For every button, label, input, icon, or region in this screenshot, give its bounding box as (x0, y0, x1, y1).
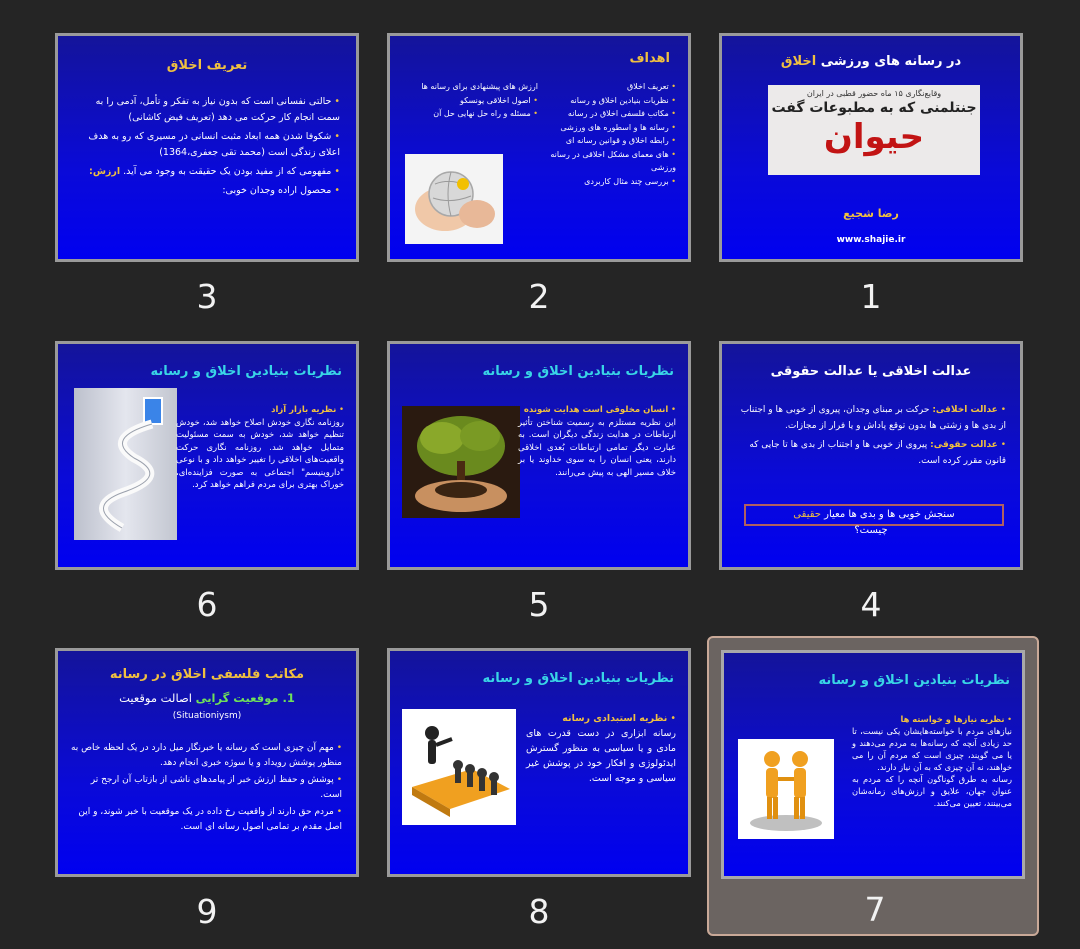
list-item: های معمای مشکل اخلاقی در رسانه ورزشی (550, 149, 676, 172)
slide-number: 3 (196, 277, 218, 316)
box-tail: چیست؟ (854, 525, 888, 536)
slide-2-preview[interactable] (387, 33, 691, 262)
slide-2-right-list: • تعریف اخلاق • نظریات بنیادین اخلاق و رسانه • مکاتب فلسفی اخلاق در رسانه • رسانه ها و اسطوره های ورزشی • رابطه اخلاق و قوانین رسانه ای • های معمای مشکل اخلاقی در رسانه ورزشی • بررسی چند مثال کاربردی (550, 82, 676, 186)
leader-figures-image (402, 709, 516, 825)
globe-in-hands-image (405, 154, 503, 244)
slide-9-preview[interactable] (55, 648, 359, 877)
slide-8-subtitle: نظریه استبدادی رسانه (562, 713, 668, 724)
list-item: مردم حق دارند از واقعیت رخ داده در یک موقعیت با خبر شوند، و این اصل مقدم بر تمامی اصول رسانه ای است. (78, 807, 342, 832)
list-item: مفهومی که از مفید بودن یک حقیقت به وجود می آید. (123, 166, 332, 177)
paragraph: حرکت بر مبنای وجدان، پیروی از خوبی ها و اجتناب از بدی ها و زشتی ها بدون توقع پاداش و یا فرار از مجازات. (740, 405, 1006, 431)
slide-thumbnail-3[interactable] (41, 33, 373, 333)
slide-thumbnail-6[interactable] (41, 341, 373, 641)
slide-4-title: عدالت اخلاقی یا عدالت حقوقی (770, 364, 972, 379)
slide-7-preview[interactable] (721, 650, 1025, 879)
slide-7-title: نظریات بنیادین اخلاق و رسانه (818, 673, 1010, 688)
slide-number: 6 (196, 585, 218, 624)
list-item: محصول اراده وجدان خوبی: (222, 185, 332, 196)
list-item: رابطه اخلاق و قوانین رسانه ای (565, 136, 669, 145)
slide-thumbnail-5[interactable] (373, 341, 705, 641)
highlight-term: ارزش: (89, 166, 121, 177)
slide-thumbnail-9[interactable] (41, 648, 373, 948)
slide-number: 9 (196, 892, 218, 931)
slide-7-body: • نظریه نیازها و خواسته ها نیازهای مردم با خواسته‌هایشان یکی نیست، تا حد زیادی آنچه که رسانه‌ها به مردم می‌دهند و یا می گویند، چیزی است که مردم آن را می خواهند، نه آن چیزی که به آن نیاز دارند. رسانه به طرق گوناگون آنچه را که مردم به عنوان جهان، علایق و ارزش‌های زمانه‌شان می‌بینند، تعیین می‌کنند. (852, 714, 1012, 808)
list-item: رسانه ها و اسطوره های ورزشی (560, 122, 669, 132)
slide-number: 8 (528, 892, 550, 931)
slide-4-body: • عدالت اخلاقی: حرکت بر مبنای وجدان، پیروی از خوبی ها و اجتناب از بدی ها و زشتی ها بدون توقع پاداش و یا فرار از مجازات. • عدالت حقوقی: پیروی از خوبی ها و اجتناب از بدی ها تا جایی که قانون مقرر کرده است. (740, 405, 1006, 466)
list-item: نظریات بنیادین اخلاق و رسانه (570, 95, 669, 105)
slide-5-title: نظریات بنیادین اخلاق و رسانه (482, 364, 674, 379)
slide-number: 1 (860, 277, 882, 316)
slide-3-body: • حالتی نفسانی است که بدون نیاز به تفکر و تأمل، آدمی را به سمت انجام کار حرکت می دهد (تعریف فیض کاشانی) • شکوفا شدن همه ابعاد مثبت انسانی در مسیری که رو به هدف اعلای زندگی است (محمد تقی جعفری،1364) • مفهومی که از مفید بودن یک حقیقت به وجود می آید. ارزش: • محصول اراده وجدان خوبی: (88, 96, 340, 196)
slide-thumbnail-2[interactable] (373, 33, 705, 333)
slide-1-title (722, 54, 1020, 69)
paragraph: پیروی از خوبی ها و اجتناب از بدی ها تا جایی که قانون مقرر کرده است. (749, 440, 1006, 466)
tree-in-hands-image (402, 406, 520, 518)
slide-thumbnail-4[interactable] (705, 341, 1037, 641)
slide-7-text-1: نیازهای مردم با خواسته‌هایشان یکی نیست، تا حد زیادی آنچه که رسانه‌ها به مردم می‌دهند و یا می گویند، چیزی است که مردم آن را می خواهند، نه آن چیزی که به آن نیاز دارند. (852, 726, 1012, 772)
headline-mid: جنتلمنی که به مطبوعات گفت (771, 100, 977, 116)
slide-3-preview[interactable] (55, 33, 359, 262)
subheading-latin: (Situationiysm) (172, 711, 242, 721)
slide-6-subtitle: نظریه بازار آزاد (271, 405, 337, 415)
slide-7-subtitle: نظریه نیازها و خواسته ها (900, 714, 1005, 724)
label-moral-justice: عدالت اخلاقی: (932, 405, 998, 415)
slide-number: 2 (528, 277, 550, 316)
subheading-white: اصالت موقعیت (119, 691, 192, 705)
spiral-staircase-image (74, 388, 177, 540)
slide-2-left-list: ارزش های پیشنهادی برای رسانه ها • اصول اخلاقی یونسکو • مسئله و راه حل نهایی حل آن (421, 82, 538, 118)
slide-9-title: مکاتب فلسفی اخلاق در رسانه (109, 667, 305, 682)
slide-number: 5 (528, 585, 550, 624)
list-item: تعریف اخلاق (627, 82, 669, 91)
list-item: پوشش و حفظ ارزش خبر از پیامدهای ناشی از بازتاب آن ارجح تر است. (90, 775, 342, 800)
slide-4-preview[interactable] (719, 341, 1023, 570)
slide-1-url: www.shajie.ir (836, 235, 906, 245)
newspaper-headline-image (768, 85, 980, 175)
slide-6-title: نظریات بنیادین اخلاق و رسانه (150, 364, 342, 379)
box-highlight: حقیقی (793, 509, 821, 520)
slide-number: 7 (864, 890, 886, 929)
list-item: مسئله و راه حل نهایی حل آن (433, 109, 531, 118)
list-item: اصول اخلاقی یونسکو (459, 95, 531, 105)
slide-6-preview[interactable] (55, 341, 359, 570)
slide-1-author: رضا شجیع (843, 207, 899, 220)
slide-thumbnail-8[interactable] (373, 648, 705, 948)
list-item: شکوفا شدن همه ابعاد مثبت انسانی در مسیری که رو به هدف اعلای زندگی است (محمد تقی جعفری،1364) (88, 131, 340, 158)
headline-big: حیوان (823, 117, 925, 157)
list-item: مکاتب فلسفی اخلاق در رسانه (567, 109, 669, 118)
slide-8-preview[interactable] (387, 648, 691, 877)
slide-8-title: نظریات بنیادین اخلاق و رسانه (482, 671, 674, 686)
slide-1-preview[interactable] (719, 33, 1023, 262)
slide-5-body: • انسان مخلوقی است هدایت شونده این نظریه مستلزم به رسمیت شناختن تأثیر ارتباطات در هدایت زندگی دیگران است. به عبارت دیگر تمامی ارتباطات بُعدی اخلاقی دارند، یعنی انسان را به سوی خداوند یا بر خلاف مسیر الهی به پیش می‌رانند. (518, 405, 676, 478)
slide-7-text-2: رسانه به طرق گوناگون آنچه را که مردم به عنوان جهان، علایق و ارزش‌های زمانه‌شان می‌بینند، تعیین می‌کنند. (852, 774, 1012, 808)
title-highlight: اخلاق (780, 54, 817, 69)
slide-8-body: • نظریه استبدادی رسانه رسانه ابزاری در دست قدرت های مادی و یا سیاسی به منظور گسترش ایدئولوژی و افکار خود در پوشش غیر سیاسی و موجه است. (526, 713, 676, 784)
question-box (744, 504, 1004, 526)
headline-top: وقایع‌نگاری ۱۵ ماه حضور قطبی در ایران (806, 89, 942, 98)
list-item: حالتی نفسانی است که بدون نیاز به تفکر و تأمل، آدمی را به سمت انجام کار حرکت می دهد (تعریف فیض کاشانی) (95, 96, 340, 123)
label-legal-justice: عدالت حقوقی: (930, 440, 998, 450)
slide-5-subtitle: انسان مخلوقی است هدایت شونده (523, 405, 669, 415)
box-text: سنجش خوبی ها و بدی ها معیار (824, 509, 955, 520)
slide-thumbnail-7-selected[interactable] (707, 636, 1039, 936)
slide-5-text: این نظریه مستلزم به رسمیت شناختن تأثیر ارتباطات در هدایت زندگی دیگران است. به عبارت دیگر تمامی ارتباطات بُعدی اخلاقی دارند، یعنی انسان را به سوی خداوند یا بر خلاف مسیر الهی به پیش می‌رانند. (518, 417, 676, 478)
slide-5-preview[interactable] (387, 341, 691, 570)
slide-thumbnail-1[interactable] (705, 33, 1037, 333)
subheading-green: 1. موقعیت گرایی (195, 691, 295, 705)
slide-2-title: اهداف (629, 51, 670, 66)
slide-9-body: • مهم آن چیزی است که رسانه یا خبرنگار میل دارد در یک لحظه خاص به منظور پوشش رویداد و یا سوژه خبری انجام دهد. • پوشش و حفظ ارزش خبر از پیامدهای ناشی از بازتاب آن ارجح تر است. • مردم حق دارند از واقعیت رخ داده در یک موقعیت با خبر شوند، و این اصل مقدم بر تمامی اصول رسانه ای است. (70, 743, 342, 832)
list-item: مهم آن چیزی است که رسانه یا خبرنگار میل دارد در یک لحظه خاص به منظور پوشش رویداد و یا سوژه خبری انجام دهد. (70, 743, 342, 768)
title-prefix: در رسانه های ورزشی (820, 54, 962, 69)
handshake-figures-image (738, 739, 834, 839)
list-item: بررسی چند مثال کاربردی (584, 176, 669, 186)
slide-9-subheading (58, 691, 356, 705)
slide-8-text: رسانه ابزاری در دست قدرت های مادی و یا سیاسی به منظور گسترش ایدئولوژی و افکار خود در پوشش غیر سیاسی و موجه است. (526, 728, 676, 784)
slide-3-title: تعریف اخلاق (166, 58, 248, 73)
list-item: ارزش های پیشنهادی برای رسانه ها (421, 82, 538, 91)
slide-number: 4 (860, 585, 882, 624)
slide-6-text: روزنامه نگاری خودش اصلاح خواهد شد، خودش تنظیم خواهد شد، خودش به سمت مسئولیت متمایل خواهد شد. روزنامه نگاری حرکت واقعیت‌های اخلاقی را تغییر خواهد داد و با نوعی "داروینیسم" اجتماعی به صورت فزاینده‌ای، خوراک بهتری برای مردم فراهم خواهد کرد. (176, 417, 344, 490)
slide-6-body: • نظریه بازار آزاد روزنامه نگاری خودش اصلاح خواهد شد، خودش تنظیم خواهد شد، خودش به سمت مسئولیت متمایل خواهد شد. روزنامه نگاری حرکت واقعیت‌های اخلاقی را تغییر خواهد داد و با نوعی "داروینیسم" اجتماعی به صورت فزاینده‌ای، خوراک بهتری برای مردم فراهم خواهد کرد. (176, 405, 344, 490)
